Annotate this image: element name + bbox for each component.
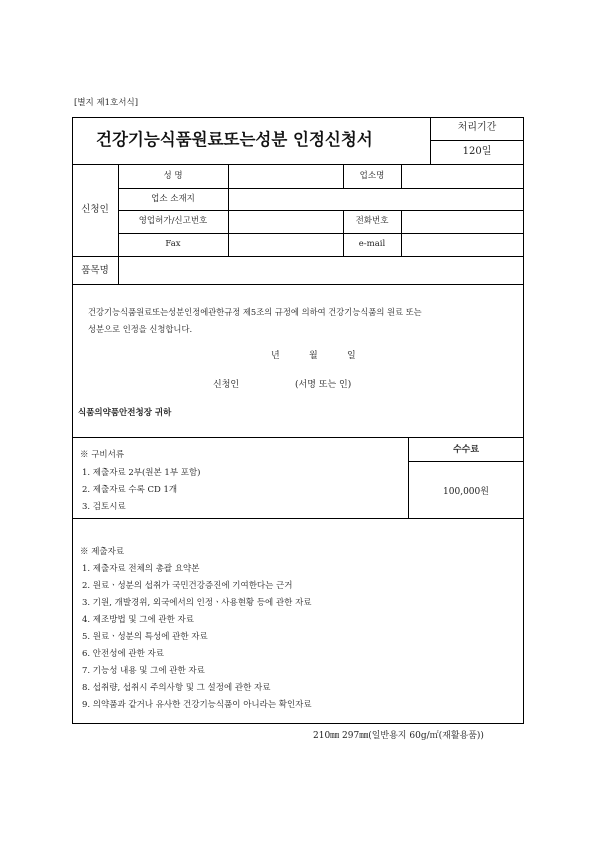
document-item: 1. 제출자료 2부(원본 1부 포함) xyxy=(82,468,201,478)
fee-value: 100,000원 xyxy=(443,487,489,497)
date-month-label: 월 xyxy=(309,351,318,361)
signature-note: (서명 또는 인) xyxy=(295,380,352,390)
phone-field[interactable] xyxy=(402,211,522,232)
submission-item: 3. 기원, 개발경위, 외국에서의 인정ㆍ사용현황 등에 관한 자료 xyxy=(82,598,312,608)
submission-item: 5. 원료ㆍ성분의 특성에 관한 자료 xyxy=(82,632,208,642)
processing-value: 120일 xyxy=(462,146,492,157)
documents-header: ※ 구비서류 xyxy=(80,450,125,460)
paper-spec-footer: 210㎜ 297㎜(일반용지 60g/㎡(재활용품)) xyxy=(313,731,484,741)
submission-item: 6. 안전성에 관한 자료 xyxy=(82,649,164,659)
addressee: 식품의약품안전청장 귀하 xyxy=(78,408,172,418)
fax-label: Fax xyxy=(165,239,181,249)
submission-header: ※ 제출자료 xyxy=(80,547,125,557)
statement-line-2: 성분으로 인정을 신청합니다. xyxy=(88,324,193,334)
submission-item: 4. 제조방법 및 그에 관한 자료 xyxy=(82,615,194,625)
name-label: 성 명 xyxy=(163,171,183,181)
submission-item: 1. 제출자료 전체의 총괄 요약본 xyxy=(82,564,200,574)
product-field[interactable] xyxy=(119,257,522,283)
submission-item: 2. 원료ㆍ성분의 섭취가 국민건강증진에 기여한다는 근거 xyxy=(82,581,293,591)
form-title: 건강기능식품원료또는성분 인정신청서 xyxy=(96,130,373,149)
form-label: [별지 제1호서식] xyxy=(74,98,139,108)
document-item: 2. 제출자료 수록 CD 1개 xyxy=(82,485,178,495)
date-year-label: 년 xyxy=(271,351,280,361)
phone-label: 전화번호 xyxy=(355,216,389,226)
email-field[interactable] xyxy=(402,234,522,255)
fax-field[interactable] xyxy=(229,234,342,255)
address-label: 업소 소재지 xyxy=(151,194,195,204)
submission-item: 8. 섭취량, 섭취시 주의사항 및 그 설정에 관한 자료 xyxy=(82,683,271,693)
document-item: 3. 검토시료 xyxy=(82,502,126,512)
fee-label: 수수료 xyxy=(452,445,480,455)
date-day-label: 일 xyxy=(347,351,356,361)
address-field[interactable] xyxy=(229,189,522,209)
email-label: e-mail xyxy=(358,239,386,249)
license-label: 영업허가/신고번호 xyxy=(138,216,208,226)
submission-item: 9. 의약품과 같거나 유사한 건강기능식품이 아니라는 확인자료 xyxy=(82,700,312,710)
submission-item: 7. 기능성 내용 및 그에 관한 자료 xyxy=(82,666,205,676)
business-name-field[interactable] xyxy=(402,166,522,187)
name-field[interactable] xyxy=(229,166,342,187)
signer-label: 신청인 xyxy=(213,380,240,390)
applicant-section-label: 신청인 xyxy=(81,204,109,215)
statement-line-1: 건강기능식품원료또는성분인정에관한규정 제5조의 규정에 의하여 건강기능식품의 원료 또는 xyxy=(88,307,422,317)
license-field[interactable] xyxy=(229,211,342,232)
signer-field[interactable] xyxy=(246,376,288,392)
processing-label: 처리기간 xyxy=(457,122,497,133)
product-label: 품목명 xyxy=(81,265,109,276)
business-name-label: 업소명 xyxy=(359,171,385,181)
